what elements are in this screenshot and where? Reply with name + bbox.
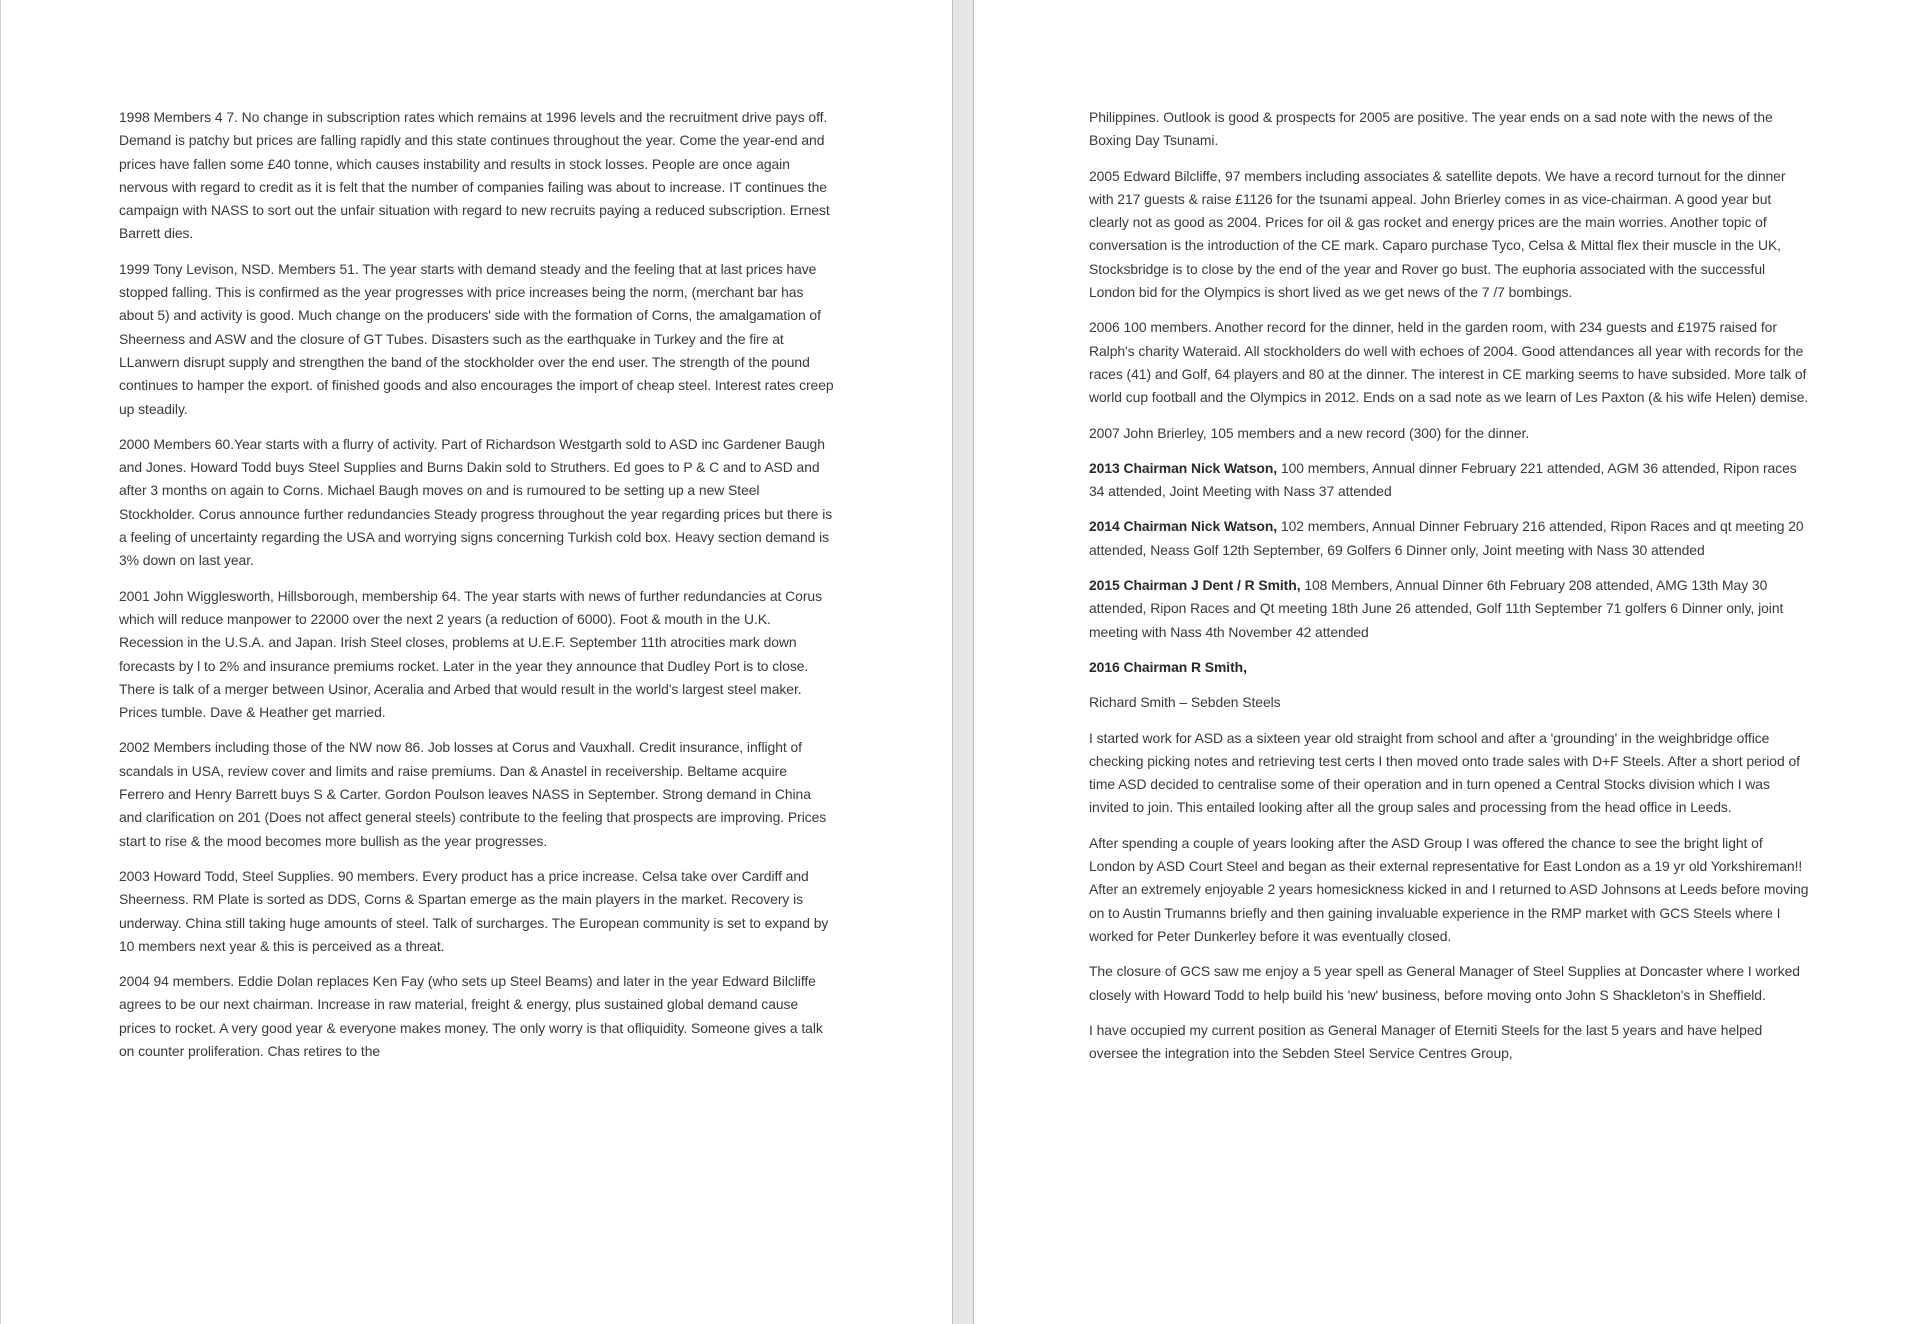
paragraph-2002: 2002 Members including those of the NW now 86. Job losses at Corus and Vauxhall. Credit insurance, inflight of scandals in USA, review cover and limits and raise premiums. Dan & Anastel in receivership. Beltame acquire Ferrero and Henry Barrett buys S & Carter. Gordon Poulson leaves NASS in September. Strong demand in China and clarification on 201 (Does not affect general steels) contribute to the feeling that prospects are improving. Prices start to rise & the mood becomes more bullish as the year progresses. <box>119 739 827 849</box>
chairman-heading-2015: 2015 Chairman J Dent / R Smith, <box>1089 577 1301 594</box>
paragraph-2006: 2006 100 members. Another record for the dinner, held in the garden room, with 234 guests and £1975 raised for Ralph's charity Wateraid. All stockholders do well with echoes of 2004. Good attendances all year with records for the races (41) and Golf, 64 players and 80 at the dinner. The interest in CE marking seems to have subsided. More talk of world cup football and the Olympics in 2012. Ends on a sad note as we learn of Les Paxton (& his wife Helen) demise. <box>1089 319 1809 406</box>
paragraph-2016 <box>1089 656 1812 679</box>
paragraph-2001: 2001 John Wigglesworth, Hillsborough, membership 64. The year starts with news of further redundancies at Corus which will reduce manpower to 22000 over the next 2 years (a reduction of 6000). Foot & mouth in the U.K. Recession in the U.S.A. and Japan. Irish Steel closes, problems at U.E.F. September 11th atrocities mark down forecasts by l to 2% and insurance premiums rocket. Later in the year they announce that Dudley Port is to close. There is talk of a merger between Usinor, Aceralia and Arbed that would result in the world's largest steel maker. Prices tumble. Dave & Heather get married. <box>119 587 822 721</box>
paragraph-1998: 1998 Members 4 7. No change in subscription rates which remains at 1996 levels and the recruitment drive pays off. Demand is patchy but prices are falling rapidly and this state continues throughout the year. Come the year-end and prices have fallen some £40 tonne, which causes instability and results in stock losses. People are once again nervous with regard to credit as it is felt that the number of companies failing was about to increase. IT continues the campaign with NASS to sort out the unfair situation with regard to new recruits paying a reduced subscription. Ernest Barrett dies. <box>119 109 830 242</box>
bio-paragraph-3: The closure of GCS saw me enjoy a 5 year spell as General Manager of Steel Supplies at Doncaster where I worked closely with Howard Todd to help build his 'new' business, before moving onto John S Shackleton's in Sheffield. <box>1089 963 1800 1003</box>
paragraph-2000: 2000 Members 60.Year starts with a flurry of activity. Part of Richardson Westgarth sold to ASD inc Gardener Baugh and Jones. Howard Todd buys Steel Supplies and Burns Dakin sold to Struthers. Ed goes to P & C and to ASD and after 3 months on again to Corns. Michael Baugh moves on and is rumoured to be setting up a new Steel Stockholder. Corus announce further redundancies Steady progress throughout the year regarding prices but there is a feeling of uncertainty regarding the USA and worrying signs concerning Turkish cold box. Heavy section demand is 3% down on last year. <box>119 435 833 569</box>
paragraph-1999: 1999 Tony Levison, NSD. Members 51. The year starts with demand steady and the feeling that at last prices have stopped falling. This is confirmed as the year progresses with price increases being the norm, (merchant bar has about 5) and activity is good. Much change on the producers' side with the formation of Corns, the amalgamation of Sheerness and ASW and the closure of GT Tubes. Disasters such as the earthquake in Turkey and the fire at LLanwern disrupt supply and strengthen the band of the stockholder over the end user. The strength of the pound continues to hamper the export. of finished goods and also encourages the import of cheap steel. Interest rates creep up steadily. <box>119 260 834 417</box>
bio-paragraph-2: After spending a couple of years looking after the ASD Group I was offered the chance to see the bright light of London by ASD Court Steel and began as their external representative for East London as a 19 yr old Yorkshireman!! After an extremely enjoyable 2 years homesickness kicked in and I returned to ASD Johnsons at Leeds before moving on to Austin Trumanns briefly and then gaining invaluable experience in the RMP market with GCS Steels where I worked for Peter Dunkerley before it was eventually closed. <box>1089 834 1809 944</box>
chairman-heading-2016: 2016 Chairman R Smith, <box>1089 658 1247 675</box>
paragraph-2013 <box>1089 457 1812 504</box>
author-line: Richard Smith – Sebden Steels <box>1089 694 1281 711</box>
paragraph-2007: 2007 John Brierley, 105 members and a new record (300) for the dinner. <box>1089 424 1530 441</box>
paragraph-2013-text: 100 members, Annual dinner February 221 attended, AGM 36 attended, Ripon races 34 attended, Joint Meeting with Nass 37 attended <box>1089 459 1797 500</box>
document-page-left <box>0 0 953 1324</box>
paragraph-2014 <box>1089 515 1812 562</box>
document-page-right <box>973 0 1920 1324</box>
paragraph-2014-text: 102 members, Annual Dinner February 216 attended, Ripon Races and qt meeting 20 attended, Neass Golf 12th September, 69 Golfers 6 Dinner only, Joint meeting with Nass 30 attended <box>1089 518 1804 558</box>
paragraph-2015-text: 108 Members, Annual Dinner 6th February 208 attended, AMG 13th May 30 attended, Ripon Races and Qt meeting 18th June 26 attended, Golf 11th September 71 golfers 6 Dinner only, joint meeting with Nass 4th November 42 attended <box>1089 577 1784 640</box>
paragraph-2005: 2005 Edward Bilcliffe, 97 members including associates & satellite depots. We have a record turnout for the dinner with 217 guests & raise £1126 for the tsunami appeal. John Brierley comes in as vice-chairman. A good year but clearly not as good as 2004. Prices for oil & gas rocket and energy prices are the main worries. Another topic of conversation is the introduction of the CE mark. Caparo purchase Tyco, Celsa & Mittal flex their muscle in the UK, Stocksbridge is to close by the end of the year and Rover go bust. The euphoria associated with the successful London bid for the Olympics is short lived as we get news of the 7 /7 bombings. <box>1089 167 1786 301</box>
bio-paragraph-4: I have occupied my current position as General Manager of Eterniti Steels for the last 5 years and have helped oversee the integration into the Sebden Steel Service Centres Group, <box>1089 1021 1763 1062</box>
paragraph-2003: 2003 Howard Todd, Steel Supplies. 90 members. Every product has a price increase. Celsa take over Cardiff and Sheerness. RM Plate is sorted as DDS, Corns & Spartan emerge as the main players in the market. Recovery is underway. China still taking huge amounts of steel. Talk of surcharges. The European community is set to expand by 10 members next year & this is perceived as a threat. <box>119 867 829 954</box>
chairman-heading-2014: 2014 Chairman Nick Watson, <box>1089 518 1278 535</box>
bio-paragraph-1: I started work for ASD as a sixteen year old straight from school and after a 'grounding' in the weighbridge office checking picking notes and retrieving test certs I then moved onto trade sales with D+F Steels. After a short period of time ASD decided to centralise some of their operation and in turn opened a Central Stocks division which I was invited to join. This entailed looking after all the group sales and processing from the head office in Leeds. <box>1089 729 1800 816</box>
chairman-heading-2013: 2013 Chairman Nick Watson, <box>1089 459 1278 476</box>
paragraph-2004-continued: Philippines. Outlook is good & prospects for 2005 are positive. The year ends on a sad note with the news of the Boxing Day Tsunami. <box>1089 109 1773 149</box>
paragraph-2015 <box>1089 574 1812 644</box>
paragraph-2004: 2004 94 members. Eddie Dolan replaces Ken Fay (who sets up Steel Beams) and later in the year Edward Bilcliffe agrees to be our next chairman. Increase in raw material, freight & energy, plus sustained global demand cause prices to rocket. A very good year & everyone makes money. The only worry is that ofliquidity. Someone gives a talk on counter proliferation. Chas retires to the <box>119 973 823 1059</box>
